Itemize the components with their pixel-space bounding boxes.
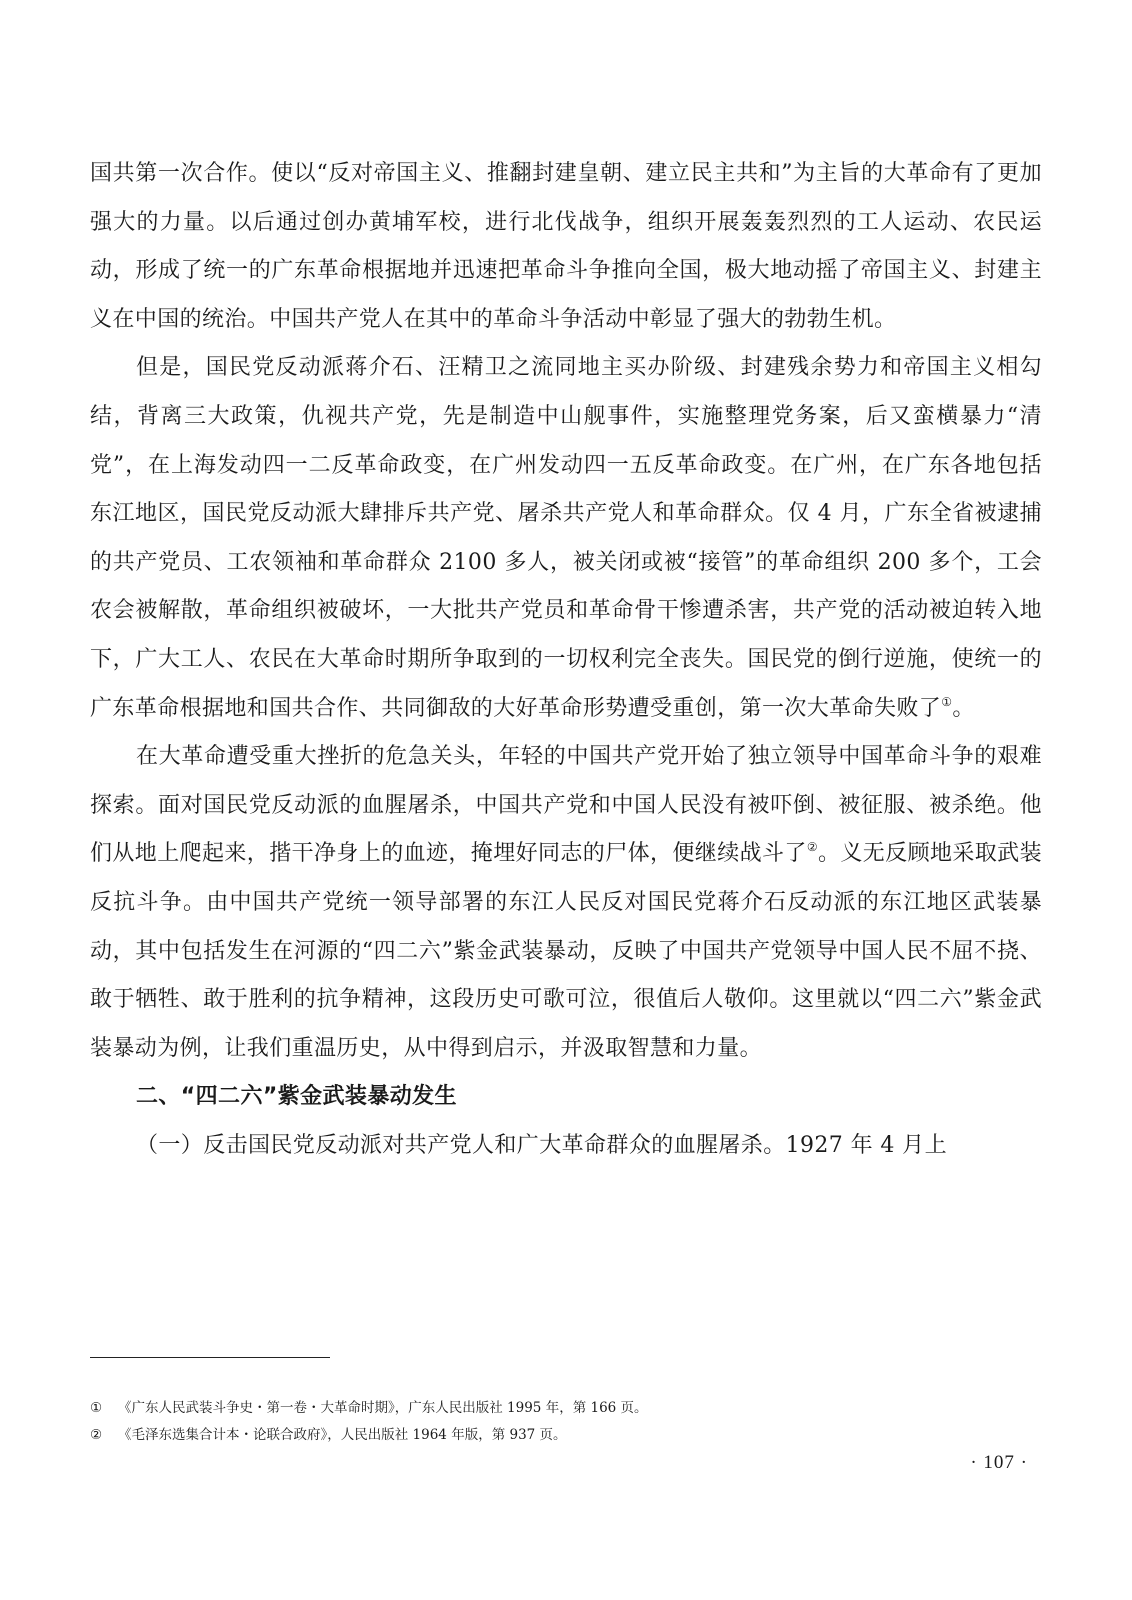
footnote-2 bbox=[90, 1422, 1018, 1449]
footnote-ref-1: ① bbox=[941, 694, 953, 709]
paragraph-3-text-a: 在大革命遭受重大挫折的危急关头，年轻的中国共产党开始了独立领导中国革命斗争的艰难探索。面对国民党反动派的血腥屠杀，中国共产党和中国人民没有被吓倒、被征服、被杀绝。他们从地上爬起来，揩干净身上的血迹，掩埋好同志的尸体，便继续战斗了 bbox=[90, 744, 1042, 867]
page-body bbox=[90, 150, 1042, 1170]
paragraph-3-text-b: 。义无反顾地采取武装反抗斗争。由中国共产党统一领导部署的东江人民反对国民党蒋介石反动派的东江地区武装暴动，其中包括发生在河源的“四二六”紫金武装暴动，反映了中国共产党领导中国人民不屈不挠、敢于牺牲、敢于胜利的抗争精神，这段历史可歌可泣，很值后人敬仰。这里就以“四二六”紫金武装暴动为例，让我们重温历史，从中得到启示，并汲取智慧和力量。 bbox=[90, 841, 1042, 1061]
section-heading: 二、“四二六”紫金武装暴动发生 bbox=[136, 1084, 457, 1110]
footnote-mark: ① bbox=[90, 1400, 103, 1416]
footnote-1 bbox=[90, 1395, 1018, 1422]
paragraph-2 bbox=[90, 344, 1042, 733]
footnote-text: 《广东人民武装斗争史・第一卷・大革命时期》，广东人民出版社 1995 年，第 166 页。 bbox=[118, 1400, 648, 1416]
paragraph-1: 国共第一次合作。使以“反对帝国主义、推翻封建皇朝、建立民主共和”为主旨的大革命有了更加强大的力量。以后通过创办黄埔军校，进行北伐战争，组织开展轰轰烈烈的工人运动、农民运动，形成了统一的广东革命根据地并迅速把革命斗争推向全国，极大地动摇了帝国主义、封建主义在中国的统治。中国共产党人在其中的革命斗争活动中彰显了强大的勃勃生机。 bbox=[90, 161, 1042, 332]
paragraph-3 bbox=[90, 733, 1042, 1073]
paragraph-4: （一）反击国民党反动派对共产党人和广大革命群众的血腥屠杀。1927 年 4 月上 bbox=[136, 1132, 947, 1158]
footnote-ref-2: ② bbox=[806, 840, 818, 855]
footnote-divider bbox=[90, 1357, 330, 1358]
footnote-text: 《毛泽东选集合计本・论联合政府》，人民出版社 1964 年版，第 937 页。 bbox=[118, 1427, 567, 1443]
paragraph-2-end: 。 bbox=[952, 695, 975, 721]
footnote-mark: ② bbox=[90, 1427, 103, 1443]
page-number: · 107 · bbox=[970, 1452, 1028, 1473]
footnotes bbox=[90, 1395, 1018, 1449]
paragraph-2-text: 但是，国民党反动派蒋介石、汪精卫之流同地主买办阶级、封建残余势力和帝国主义相勾结，背离三大政策，仇视共产党，先是制造中山舰事件，实施整理党务案，后又蛮横暴力“清党”，在上海发动四一二反革命政变，在广州发动四一五反革命政变。在广州，在广东各地包括东江地区，国民党反动派大肆排斥共产党、屠杀共产党人和革命群众。仅 4 月，广东全省被逮捕的共产党员、工农领袖和革命群众 2100 多人，被关闭或被“接管”的革命组织 200 多个，工会农会被解散，革命组织被破坏，一大批共产党员和革命骨干惨遭杀害，共产党的活动被迫转入地下，广大工人、农民在大革命时期所争取到的一切权利完全丧失。国民党的倒行逆施，使统一的广东革命根据地和国共合作、共同御敌的大好革命形势遭受重创，第一次大革命失败了 bbox=[90, 355, 1042, 721]
